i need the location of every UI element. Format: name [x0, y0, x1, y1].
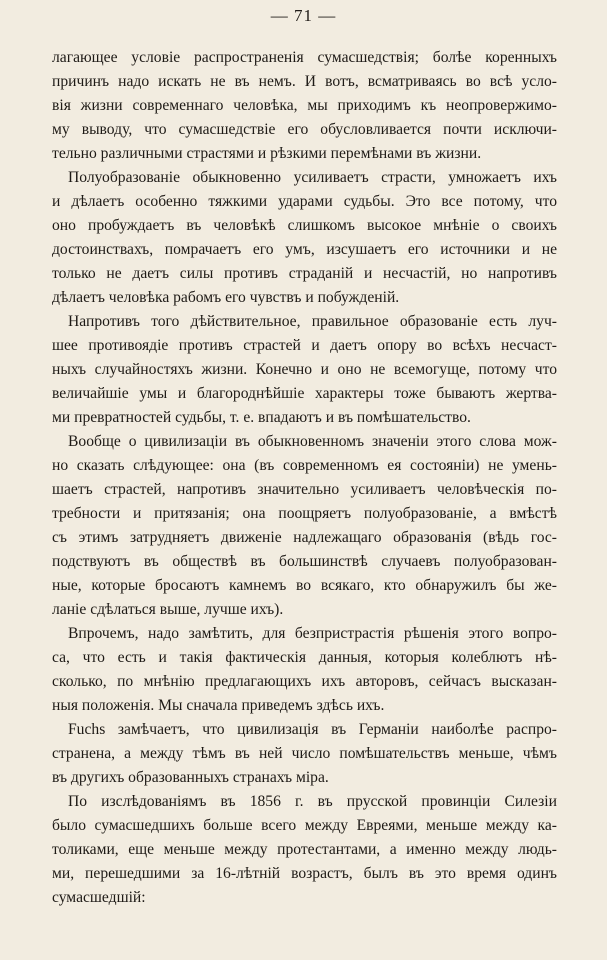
text-line: странена, а между тѣмъ въ ней число помѣшательствъ меньше, чѣмъ: [52, 745, 557, 762]
text-line: дѣлаетъ человѣка рабомъ его чувствъ и побужденій.: [52, 289, 400, 306]
text-line: Напротивъ того дѣйствительное, правильное образованіе есть луч-: [68, 313, 557, 330]
text-line: тельно различными страстями и рѣзкими перемѣнами въ жизни.: [52, 145, 482, 162]
text-line: са, что есть и такія фактическія данныя, которыя колеблютъ нѣ-: [52, 649, 557, 666]
text-line: въ другихъ образованныхъ странахъ міра.: [52, 769, 329, 786]
text-line: Fuchs замѣчаетъ, что цивилизація въ Германіи наиболѣе распро-: [68, 721, 557, 738]
text-line: шаетъ страстей, напротивъ значительно усиливаетъ человѣческія по-: [52, 481, 557, 498]
text-line: только не даетъ силы противъ страданій и несчастій, но напротивъ: [52, 265, 557, 282]
text-line: но сказать слѣдующее: она (въ современномъ ея состояніи) не умень-: [52, 457, 557, 474]
text-line: подствуютъ въ обществѣ въ большинствѣ случаевъ полуобразован-: [52, 553, 557, 570]
text-line: съ этимъ затрудняетъ движеніе надлежащаго образованія (вѣдь гос-: [52, 529, 557, 546]
text-line: ныхъ случайностяхъ жизни. Конечно и оно не всемогуще, потому что: [52, 361, 557, 378]
text-line: шее противоядіе противъ страстей и даетъ опору во всѣхъ несчаст-: [52, 337, 557, 354]
text-line: ланіе сдѣлаться выше, лучше ихъ).: [52, 601, 284, 618]
text-line: величайшіе умы и благороднѣйшіе характеры тоже бываютъ жертва-: [52, 385, 557, 402]
text-line: сумасшедшій:: [52, 889, 146, 906]
text-line: ми, перешедшими за 16-лѣтній возрастъ, былъ въ это время одинъ: [52, 865, 557, 882]
text-line: оно пробуждаетъ въ человѣкѣ слишкомъ высокое мнѣніе о своихъ: [52, 217, 557, 234]
text-line: лагающее условіе распространенія сумасшедствія; болѣе коренныхъ: [52, 49, 557, 66]
text-line: причинъ надо искать не въ немъ. И вотъ, всматриваясь во всѣ усло-: [52, 73, 557, 90]
text-line: Впрочемъ, надо замѣтить, для безпристрастія рѣшенія этого вопро-: [68, 625, 557, 642]
text-line: было сумасшедшихъ больше всего между Евреями, меньше между ка-: [52, 817, 557, 834]
text-line: ми превратностей судьбы, т. е. впадаютъ и въ помѣшательство.: [52, 409, 471, 426]
text-line: ные, которые бросаютъ камнемъ во всякаго, кто обнаружилъ бы же-: [52, 577, 557, 594]
page-number: — 71 —: [270, 6, 337, 25]
text-line: ныя положенія. Мы сначала приведемъ здѣсь ихъ.: [52, 697, 385, 714]
text-line: вія жизни современнаго человѣка, мы приходимъ къ неопровержимо-: [52, 97, 557, 114]
text-line: По изслѣдованіямъ въ 1856 г. въ прусской провинціи Силезіи: [68, 793, 557, 810]
text-line: толиками, еще меньше между протестантами, а именно между людь-: [52, 841, 557, 858]
text-line: сколько, по мнѣнію предлагающихъ ихъ авторовъ, сейчасъ высказан-: [52, 673, 557, 690]
text-line: и дѣлаетъ особенно тяжкими ударами судьбы. Это все потому, что: [52, 193, 557, 210]
text-line: требности и притязанія; она поощряетъ полуобразованіе, а вмѣстѣ: [52, 505, 557, 522]
text-line: достоинствахъ, помрачаетъ его умъ, изсушаетъ его источники и не: [52, 241, 557, 258]
text-line: Вообще о цивилизаціи въ обыкновенномъ значеніи этого слова мож-: [68, 433, 557, 450]
text-line: Полуобразованіе обыкновенно усиливаетъ страсти, умножаетъ ихъ: [68, 169, 557, 186]
text-line: му выводу, что сумасшедствіе его обусловливается почти исключи-: [52, 121, 557, 138]
